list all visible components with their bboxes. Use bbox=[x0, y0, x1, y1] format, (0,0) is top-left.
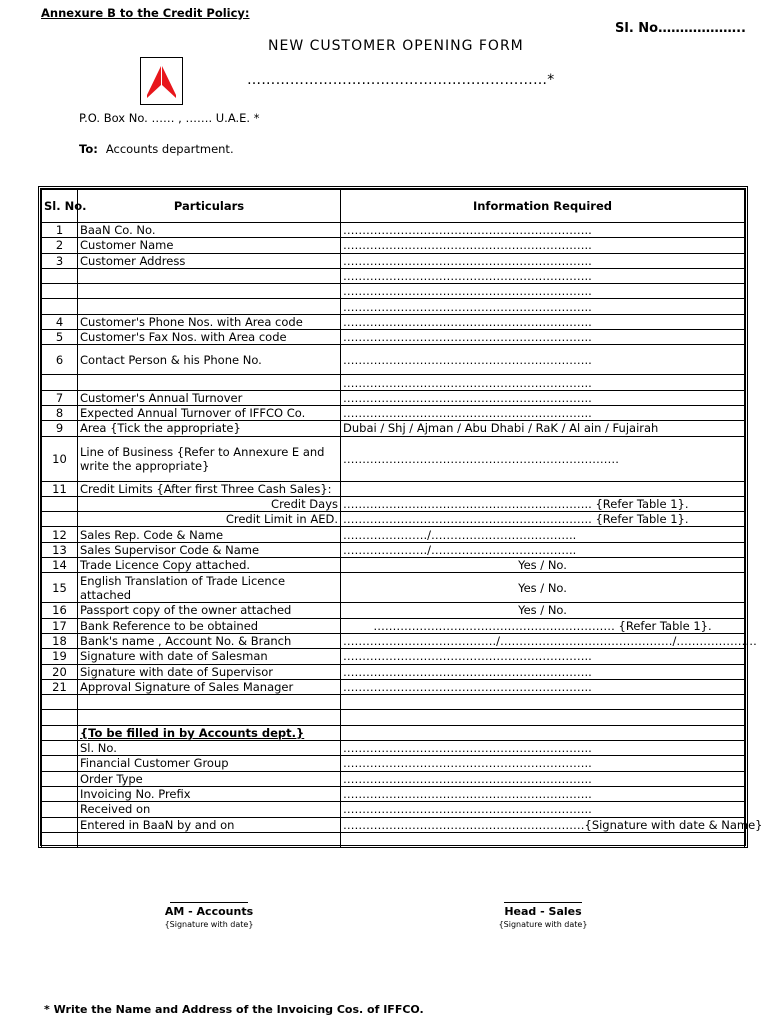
row-particular: Credit Limit in AED. bbox=[78, 512, 341, 527]
row-number: 1 bbox=[42, 223, 78, 238]
row-number bbox=[42, 284, 78, 299]
to-value: Accounts department. bbox=[105, 142, 234, 156]
row-number bbox=[42, 741, 78, 756]
table-row bbox=[42, 390, 745, 405]
table-row bbox=[42, 817, 745, 832]
row-information[interactable]: ……………………………………………………………… bbox=[341, 436, 745, 481]
row-information[interactable]: ……………………………………………………….. {Refer Table 1}. bbox=[341, 512, 745, 527]
row-particular: Customer's Annual Turnover bbox=[78, 390, 341, 405]
table-row bbox=[42, 481, 745, 496]
row-information[interactable]: ……………………………………………………….. bbox=[341, 314, 745, 329]
row-information[interactable]: ……………………………………………………….. bbox=[341, 238, 745, 253]
row-information[interactable]: ……………………………………………………….. bbox=[341, 679, 745, 694]
table-row bbox=[42, 603, 745, 618]
row-number: 14 bbox=[42, 558, 78, 573]
row-number: 17 bbox=[42, 618, 78, 633]
row-number: 18 bbox=[42, 633, 78, 648]
row-particular: Received on bbox=[78, 802, 341, 817]
row-number bbox=[42, 725, 78, 740]
row-particular: Customer's Fax Nos. with Area code bbox=[78, 330, 341, 345]
row-number: 16 bbox=[42, 603, 78, 618]
row-particular: BaaN Co. No. bbox=[78, 223, 341, 238]
table-row bbox=[42, 284, 745, 299]
row-number: 15 bbox=[42, 573, 78, 603]
row-number: 6 bbox=[42, 345, 78, 375]
row-number bbox=[42, 268, 78, 283]
row-information[interactable] bbox=[341, 481, 745, 496]
row-number bbox=[42, 710, 78, 725]
column-header-particulars: Particulars bbox=[78, 190, 341, 223]
row-number bbox=[42, 802, 78, 817]
form-title: NEW CUSTOMER OPENING FORM bbox=[268, 38, 524, 54]
row-number bbox=[42, 375, 78, 390]
table-row bbox=[42, 786, 745, 801]
table-row bbox=[42, 405, 745, 420]
row-information[interactable]: Yes / No. bbox=[341, 558, 745, 573]
table-row bbox=[42, 299, 745, 314]
row-particular bbox=[78, 284, 341, 299]
row-particular: Customer's Phone Nos. with Area code bbox=[78, 314, 341, 329]
table-row bbox=[42, 253, 745, 268]
row-particular: Customer Name bbox=[78, 238, 341, 253]
row-number bbox=[42, 496, 78, 511]
row-number: 13 bbox=[42, 542, 78, 557]
row-information[interactable]: ……………………………………………………….. bbox=[341, 649, 745, 664]
row-number bbox=[42, 512, 78, 527]
row-particular: Contact Person & his Phone No. bbox=[78, 345, 341, 375]
row-particular: Trade Licence Copy attached. bbox=[78, 558, 341, 573]
customer-form-table bbox=[38, 186, 763, 848]
row-information[interactable]: ……………………………………………………….. bbox=[341, 664, 745, 679]
row-information[interactable]: ……………………………………………………….. bbox=[341, 771, 745, 786]
row-information[interactable]: Yes / No. bbox=[341, 573, 745, 603]
table-row bbox=[42, 223, 745, 238]
head-sales-note: {Signature with date} bbox=[498, 920, 588, 929]
row-number: 5 bbox=[42, 330, 78, 345]
am-accounts-note: {Signature with date} bbox=[164, 920, 254, 929]
row-particular bbox=[78, 710, 341, 725]
signature-line bbox=[170, 902, 248, 903]
row-particular: Sales Supervisor Code & Name bbox=[78, 542, 341, 557]
table-row bbox=[42, 695, 745, 710]
row-information[interactable]: ……………………………………………………….. {Refer Table 1}. bbox=[341, 496, 745, 511]
row-particular: Bank Reference to be obtained bbox=[78, 618, 341, 633]
table-row bbox=[42, 558, 745, 573]
row-information[interactable]: ……………………………………………………….. bbox=[341, 390, 745, 405]
row-information[interactable]: ……………………………………………………….. bbox=[341, 223, 745, 238]
table-row bbox=[42, 421, 745, 436]
table-row bbox=[42, 741, 745, 756]
table-row bbox=[42, 832, 745, 847]
table-row bbox=[42, 664, 745, 679]
row-number: 10 bbox=[42, 436, 78, 481]
row-information[interactable]: ………………………………………………………{Signature with date & Name} bbox=[341, 817, 745, 832]
row-information[interactable]: ……………………………………………………….. bbox=[341, 253, 745, 268]
row-particular bbox=[78, 299, 341, 314]
row-number bbox=[42, 771, 78, 786]
table-row bbox=[42, 679, 745, 694]
column-header-information: Information Required bbox=[341, 190, 745, 223]
table-row bbox=[42, 268, 745, 283]
row-particular: Financial Customer Group bbox=[78, 756, 341, 771]
row-particular: Line of Business {Refer to Annexure E and write the appropriate} bbox=[78, 436, 341, 481]
row-particular: Credit Limits {After first Three Cash Sales}: bbox=[78, 481, 341, 496]
row-particular: Sales Rep. Code & Name bbox=[78, 527, 341, 542]
table-row bbox=[42, 436, 745, 481]
row-information[interactable]: ……………………………………………………….. bbox=[341, 802, 745, 817]
row-number: 21 bbox=[42, 679, 78, 694]
row-particular: Customer Address bbox=[78, 253, 341, 268]
row-information[interactable]: Yes / No. bbox=[341, 603, 745, 618]
logo-mark-icon bbox=[141, 58, 182, 104]
row-particular: Entered in BaaN by and on bbox=[78, 817, 341, 832]
row-particular: Signature with date of Salesman bbox=[78, 649, 341, 664]
table-row bbox=[42, 756, 745, 771]
row-number: 3 bbox=[42, 253, 78, 268]
row-number bbox=[42, 786, 78, 801]
head-sales-signature bbox=[484, 902, 602, 929]
row-information[interactable] bbox=[341, 832, 745, 847]
row-particular: Credit Days bbox=[78, 496, 341, 511]
footnote: * Write the Name and Address of the Invoicing Cos. of IFFCO. bbox=[44, 1003, 424, 1016]
row-number: 19 bbox=[42, 649, 78, 664]
row-number: 12 bbox=[42, 527, 78, 542]
row-number bbox=[42, 299, 78, 314]
table-row bbox=[42, 633, 745, 648]
row-number bbox=[42, 756, 78, 771]
head-sales-role: Head - Sales bbox=[504, 905, 582, 918]
serial-number-label: Sl. No……………….. bbox=[615, 21, 746, 36]
row-information[interactable]: ……………………………………………………….. bbox=[341, 741, 745, 756]
row-number: 2 bbox=[42, 238, 78, 253]
company-logo bbox=[140, 57, 183, 105]
row-information[interactable]: ……………………………………………………….. bbox=[341, 330, 745, 345]
to-label: To: bbox=[79, 142, 98, 156]
table-row bbox=[42, 496, 745, 511]
row-information[interactable]: ……………………………………………………… {Refer Table 1}. bbox=[341, 618, 745, 633]
table-row bbox=[42, 771, 745, 786]
row-information[interactable]: …………………./……………………………….. bbox=[341, 527, 745, 542]
table-row bbox=[42, 512, 745, 527]
row-information[interactable]: ……………………………………………………….. bbox=[341, 405, 745, 420]
table-row bbox=[42, 710, 745, 725]
row-number: 11 bbox=[42, 481, 78, 496]
row-number bbox=[42, 817, 78, 832]
table-row bbox=[42, 330, 745, 345]
am-accounts-role: AM - Accounts bbox=[164, 905, 254, 918]
row-number: 8 bbox=[42, 405, 78, 420]
row-number: 9 bbox=[42, 421, 78, 436]
row-number: 20 bbox=[42, 664, 78, 679]
row-information[interactable]: …………………./……………………………….. bbox=[341, 542, 745, 557]
table-row bbox=[42, 542, 745, 557]
row-number: 7 bbox=[42, 390, 78, 405]
row-information[interactable]: ……………………………………………………….. bbox=[341, 299, 745, 314]
row-information[interactable]: ……………………………………………………….. bbox=[341, 345, 745, 375]
row-number: 4 bbox=[42, 314, 78, 329]
row-information[interactable]: ……………………………………………………….. bbox=[341, 284, 745, 299]
row-particular bbox=[78, 832, 341, 847]
addressee-line bbox=[79, 142, 234, 156]
row-information[interactable] bbox=[341, 725, 745, 740]
table-row bbox=[42, 725, 745, 740]
table-row bbox=[42, 375, 745, 390]
row-particular: Bank's name , Account No. & Branch bbox=[78, 633, 341, 648]
row-particular: Order Type bbox=[78, 771, 341, 786]
po-box-line: P.O. Box No. …… , ……. U.A.E. * bbox=[79, 111, 260, 125]
row-information[interactable]: ……………………………………………………….. bbox=[341, 786, 745, 801]
row-particular bbox=[78, 268, 341, 283]
row-particular: Expected Annual Turnover of IFFCO Co. bbox=[78, 405, 341, 420]
annexure-heading: Annexure B to the Credit Policy: bbox=[41, 6, 250, 20]
row-information[interactable]: Dubai / Shj / Ajman / Abu Dhabi / RaK / Al ain / Fujairah bbox=[341, 421, 745, 436]
table-row bbox=[42, 238, 745, 253]
row-particular: Approval Signature of Sales Manager bbox=[78, 679, 341, 694]
table-row bbox=[42, 345, 745, 375]
row-particular: Signature with date of Supervisor bbox=[78, 664, 341, 679]
table-row bbox=[42, 527, 745, 542]
am-accounts-signature bbox=[150, 902, 268, 929]
row-particular: Invoicing No. Prefix bbox=[78, 786, 341, 801]
row-particular: Sl. No. bbox=[78, 741, 341, 756]
table-row bbox=[42, 802, 745, 817]
company-name-blank: ………………………………………………………* bbox=[247, 72, 555, 88]
row-particular: Area {Tick the appropriate} bbox=[78, 421, 341, 436]
column-header-sl: Sl. No. bbox=[42, 190, 78, 223]
row-information[interactable]: ……………………………………………………….. bbox=[341, 268, 745, 283]
table-row bbox=[42, 314, 745, 329]
table-row bbox=[42, 618, 745, 633]
row-particular: {To be filled in by Accounts dept.} bbox=[78, 725, 341, 740]
row-number bbox=[42, 695, 78, 710]
row-information[interactable] bbox=[341, 710, 745, 725]
row-information[interactable]: …………………………………./………………………………………/………………… bbox=[341, 633, 745, 648]
row-information[interactable]: ……………………………………………………….. bbox=[341, 375, 745, 390]
row-information[interactable]: ……………………………………………………….. bbox=[341, 756, 745, 771]
row-number bbox=[42, 832, 78, 847]
row-particular bbox=[78, 375, 341, 390]
row-particular: Passport copy of the owner attached bbox=[78, 603, 341, 618]
row-particular: English Translation of Trade Licence attached bbox=[78, 573, 341, 603]
row-information[interactable] bbox=[341, 695, 745, 710]
row-particular bbox=[78, 695, 341, 710]
table-row bbox=[42, 573, 745, 603]
signature-line bbox=[504, 902, 582, 903]
table-row bbox=[42, 649, 745, 664]
